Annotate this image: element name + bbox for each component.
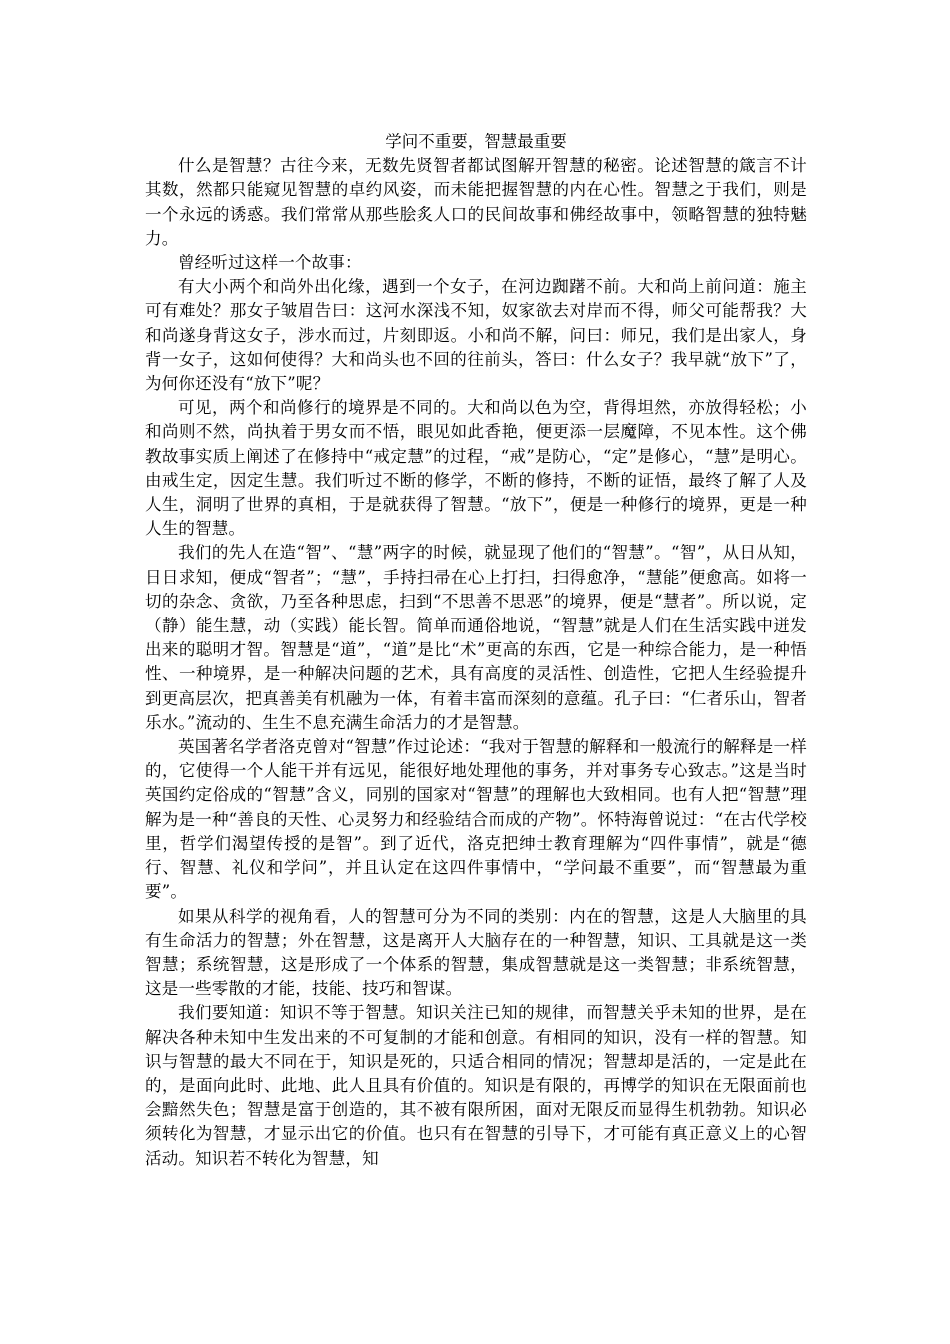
document-page [145,130,807,1171]
paragraph-1: 什么是智慧？古往今来，无数先贤智者都试图解开智慧的秘密。论述智慧的箴言不计其数，然都只能窥见智慧的卓约风姿，而未能把握智慧的内在心性。智慧之于我们，则是一个永远的诱惑。我们常常从那些脍炙人口的民间故事和佛经故事中，领略智慧的独特魅力。 [145,156,807,248]
paragraph-4: 可见，两个和尚修行的境界是不同的。大和尚以色为空，背得坦然，亦放得轻松；小和尚则不然，尚执着于男女而不悟，眼见如此香艳，便更添一层魔障，不见本性。这个佛教故事实质上阐述了在修持中“戒定慧”的过程，“戒”是防心，“定”是修心，“慧”是明心。由戒生定，因定生慧。我们听过不断的修学，不断的修持，不断的证悟，最终了解了人及人生，洞明了世界的真相，于是就获得了智慧。“放下”，便是一种修行的境界，更是一种人生的智慧。 [145,398,807,539]
paragraph-8: 我们要知道：知识不等于智慧。知识关注已知的规律，而智慧关乎未知的世界，是在解决各种未知中生发出来的不可复制的才能和创意。有相同的知识，没有一样的智慧。知识与智慧的最大不同在于，知识是死的，只适合相同的情况；智慧却是活的，一定是此在的，是面向此时、此地、此人且具有价值的。知识是有限的，再博学的知识在无限面前也会黯然失色；智慧是富于创造的，其不被有限所困，面对无限反而显得生机勃勃。知识必须转化为智慧，才显示出它的价值。也只有在智慧的引导下，才可能有真正意义上的心智活动。知识若不转化为智慧，知 [145,1003,807,1168]
paragraph-7: 如果从科学的视角看，人的智慧可分为不同的类别：内在的智慧，这是人大脑里的具有生命活力的智慧；外在智慧，这是离开人大脑存在的一种智慧，知识、工具就是这一类智慧；系统智慧，这是形成了一个体系的智慧，集成智慧就是这一类智慧；非系统智慧，这是一些零散的才能，技能、技巧和智谋。 [145,906,807,999]
paragraph-2: 曾经听过这样一个故事： [178,253,362,273]
paragraph-5: 我们的先人在造“智”、“慧”两字的时候，就显现了他们的“智慧”。“智”，从日从知，日日求知，便成“智者”；“慧”，手持扫帚在心上打扫，扫得愈净，“慧能”便愈高。如将一切的杂念、贪欲，乃至各种思虑，扫到“不思善不思恶”的境界，便是“慧者”。所以说，定（静）能生慧，动（实践）能长智。简单而通俗地说，“智慧”就是人们在生活实践中迸发出来的聪明才智。智慧是“道”，“道”是比“术”更高的东西，它是一种综合能力，是一种悟性、一种境界，是一种解决问题的艺术，具有高度的灵活性、创造性，它把人生经验提升到更高层次，把真善美有机融为一体，有着丰富而深刻的意蕴。孔子曰：“仁者乐山，智者乐水。”流动的、生生不息充满生命活力的才是智慧。 [145,543,807,732]
paragraph-6: 英国著名学者洛克曾对“智慧”作过论述：“我对于智慧的解释和一般流行的解释是一样的，它使得一个人能干并有远见，能很好地处理他的事务，并对事务专心致志。”这是当时英国约定俗成的“智慧”含义，同别的国家对“智慧”的理解也大致相同。也有人把“智慧”理解为是一种“善良的天性、心灵努力和经验结合而成的产物”。怀特海曾说过：“在古代学校里，哲学们渴望传授的是智”。到了近代，洛克把绅士教育理解为“四件事情”，就是“德行、智慧、礼仪和学问”，并且认定在这四件事情中，“学问最不重要”，而“智慧最为重要”。 [145,737,807,902]
paragraph-3: 有大小两个和尚外出化缘，遇到一个女子，在河边踟躇不前。大和尚上前问道：施主可有难处？那女子皱眉告曰：这河水深浅不知，奴家欲去对岸而不得，师父可能帮我？大和尚遂身背这女子，涉水而过，片刻即返。小和尚不解，问曰：师兄，我们是出家人，身背一女子，这如何使得？大和尚头也不回的往前头，答曰：什么女子？我早就“放下”了，为何你还没有“放下”呢？ [145,277,807,394]
document-title: 学问不重要，智慧最重要 [385,132,567,151]
